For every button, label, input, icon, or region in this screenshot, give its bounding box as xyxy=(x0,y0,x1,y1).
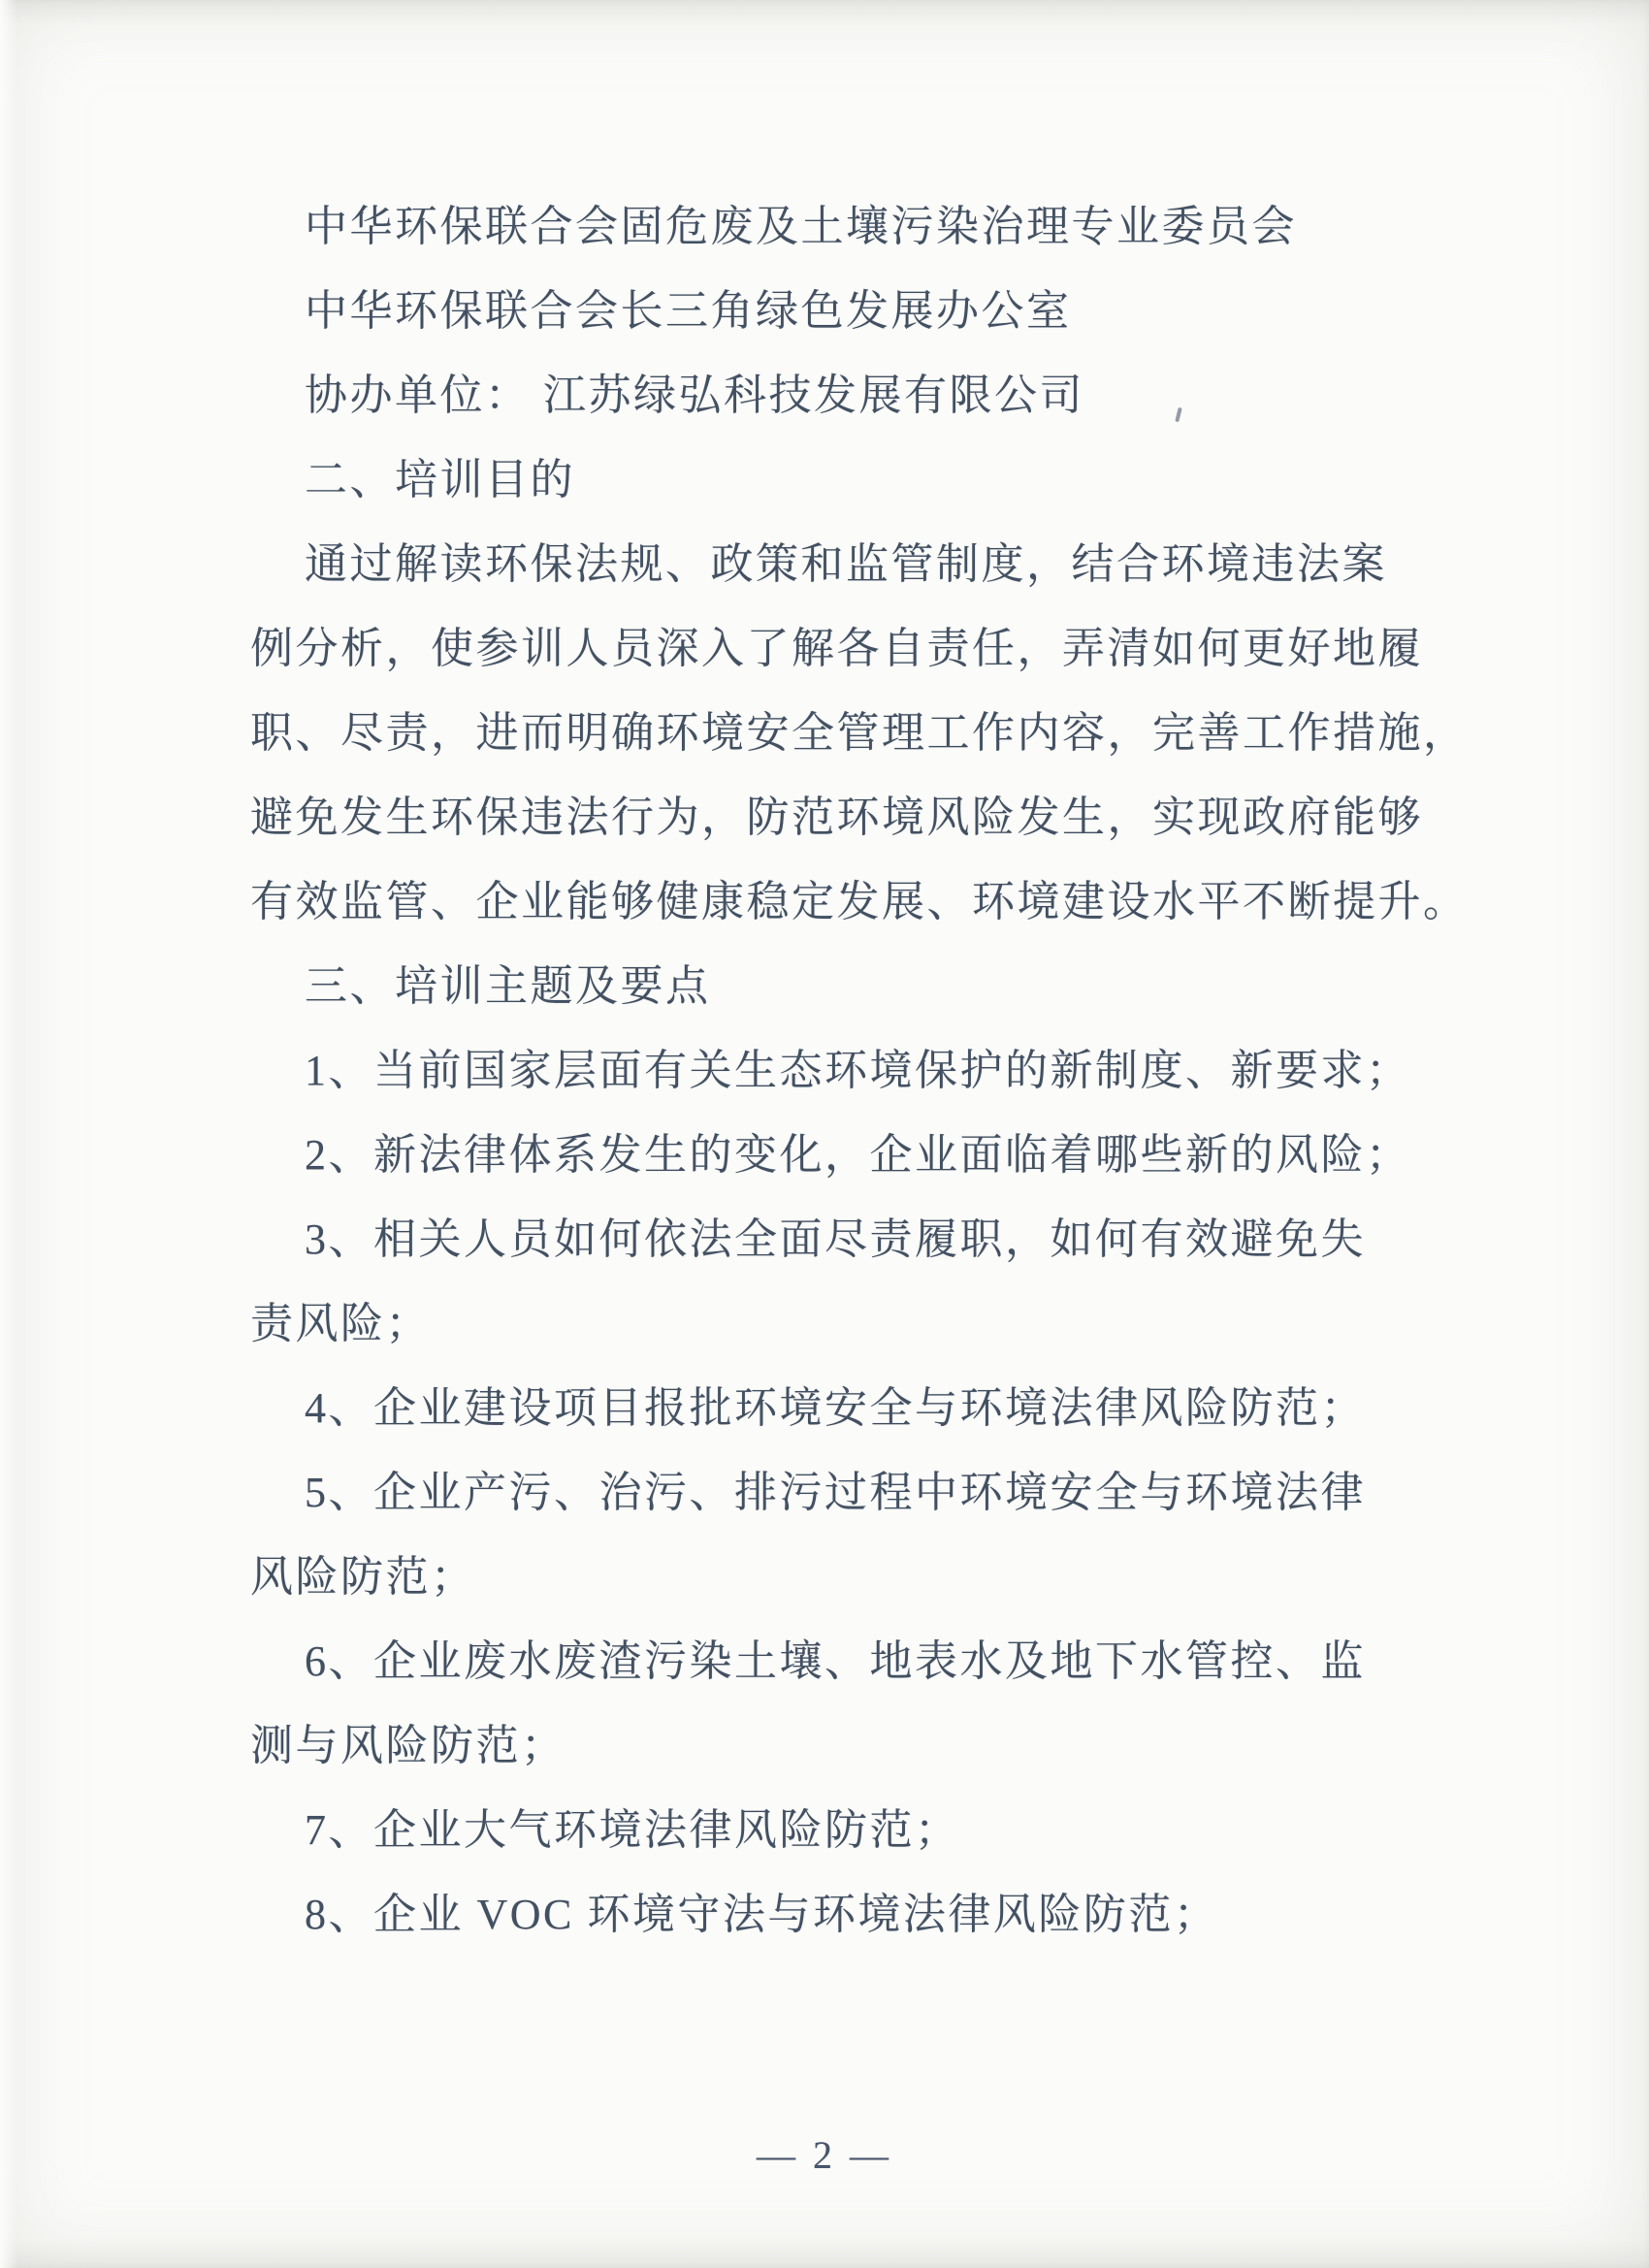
paragraph-line: 有效监管、企业能够健康稳定发展、环境建设水平不断提升。 xyxy=(250,878,1469,925)
section-heading-training-purpose: 二、培训目的 xyxy=(305,456,575,503)
paragraph-line: 职、尽责，进而明确环境安全管理工作内容，完善工作措施， xyxy=(250,709,1469,757)
list-item-7: 7、企业大气环境法律风险防范； xyxy=(305,1806,960,1854)
scan-edge-shading-top xyxy=(0,0,1649,25)
doc-line-organizer-committee: 中华环保联合会固危废及土壤污染治理专业委员会 xyxy=(305,203,1297,250)
list-item-2: 2、新法律体系发生的变化，企业面临着哪些新的风险； xyxy=(305,1131,1411,1179)
list-item-6-continued: 测与风险防范； xyxy=(250,1722,566,1769)
document-body xyxy=(0,184,1649,1957)
list-item-5: 5、企业产污、治污、排污过程中环境安全与环境法律 xyxy=(305,1469,1366,1516)
paragraph-line: 通过解读环保法规、政策和监管制度，结合环境违法案 xyxy=(305,540,1387,588)
list-item-4: 4、企业建设项目报批环境安全与环境法律风险防范； xyxy=(305,1384,1366,1432)
doc-line-organizer-office: 中华环保联合会长三角绿色发展办公室 xyxy=(305,287,1072,335)
paragraph-line: 避免发生环保违法行为，防范环境风险发生，实现政府能够 xyxy=(250,794,1423,841)
scan-edge-shading-bottom xyxy=(0,2239,1649,2268)
list-item-3-continued: 责风险； xyxy=(250,1300,431,1347)
page-number: — 2 — xyxy=(757,2133,892,2177)
list-item-8: 8、企业 VOC 环境守法与环境法律风险防范； xyxy=(305,1891,1219,1938)
paragraph-line: 例分析，使参训人员深入了解各自责任，弄清如何更好地履 xyxy=(250,625,1423,672)
list-item-5-continued: 风险防范； xyxy=(250,1553,476,1601)
list-item-3: 3、相关人员如何依法全面尽责履职，如何有效避免失 xyxy=(305,1215,1366,1263)
doc-line-co-organizer: 协办单位： 江苏绿弘科技发展有限公司 xyxy=(305,372,1084,419)
list-item-1: 1、当前国家层面有关生态环境保护的新制度、新要求； xyxy=(305,1047,1411,1094)
section-heading-training-topics: 三、培训主题及要点 xyxy=(305,962,711,1010)
list-item-6: 6、企业废水废渣污染土壤、地表水及地下水管控、监 xyxy=(305,1637,1366,1685)
